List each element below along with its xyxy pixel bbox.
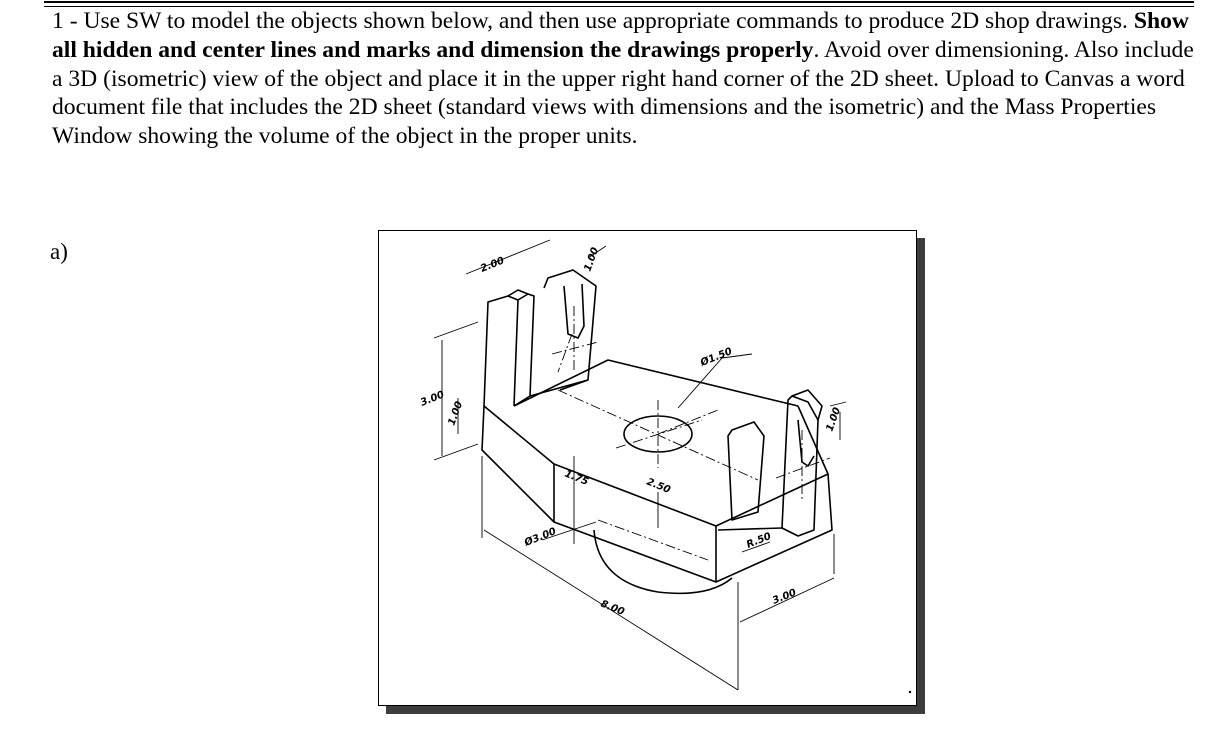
dim-3-00-left: 3.00 bbox=[419, 389, 447, 409]
problem-text-part2: . Avoid over dimensioning. Also include a 3D (isometric) view of the object and place it in the upper right hand corner of the 2D sheet. Upload to Canvas a word document file that includes the 2D sheet (standard views with dimensions and the isometric) and the Mass Properties Window showing the volume of the object in the proper units. bbox=[52, 36, 1194, 150]
dim-1-75: 1.75 bbox=[562, 468, 590, 489]
problem-text-part1: Use SW to model the objects shown below, and then use appropriate commands to produce 2D shop drawings. bbox=[83, 8, 1134, 34]
base-top bbox=[484, 406, 828, 526]
dim-3-00-right: 3.00 bbox=[771, 587, 799, 607]
top-border-rule bbox=[44, 1, 1194, 3]
dim-dia-1-50: Ø1.50 bbox=[699, 346, 734, 369]
stray-dot bbox=[909, 691, 911, 693]
part-label: a) bbox=[50, 239, 68, 264]
problem-statement bbox=[52, 7, 1202, 151]
dim-1-00-top: 1.00 bbox=[582, 246, 602, 274]
base-front bbox=[482, 406, 832, 582]
right-slot-block bbox=[728, 422, 764, 520]
dim-2-00: 2.00 bbox=[479, 255, 507, 275]
dim-8-00: 8.00 bbox=[598, 598, 626, 619]
dim-1-00-left: 1.00 bbox=[446, 400, 466, 428]
problem-text-bold: Show all hidden and center lines and marks and dimension the drawings properly bbox=[52, 8, 1189, 63]
left-slot-block bbox=[544, 270, 596, 390]
problem-number: 1 - bbox=[52, 8, 84, 34]
dim-dia-3-00: Ø3.00 bbox=[523, 526, 558, 549]
dim-2-50: 2.50 bbox=[644, 476, 672, 497]
left-upright bbox=[484, 296, 518, 406]
isometric-drawing bbox=[378, 230, 918, 706]
dim-1-00-right: 1.00 bbox=[824, 406, 844, 434]
dim-r-50: R.50 bbox=[745, 530, 773, 551]
